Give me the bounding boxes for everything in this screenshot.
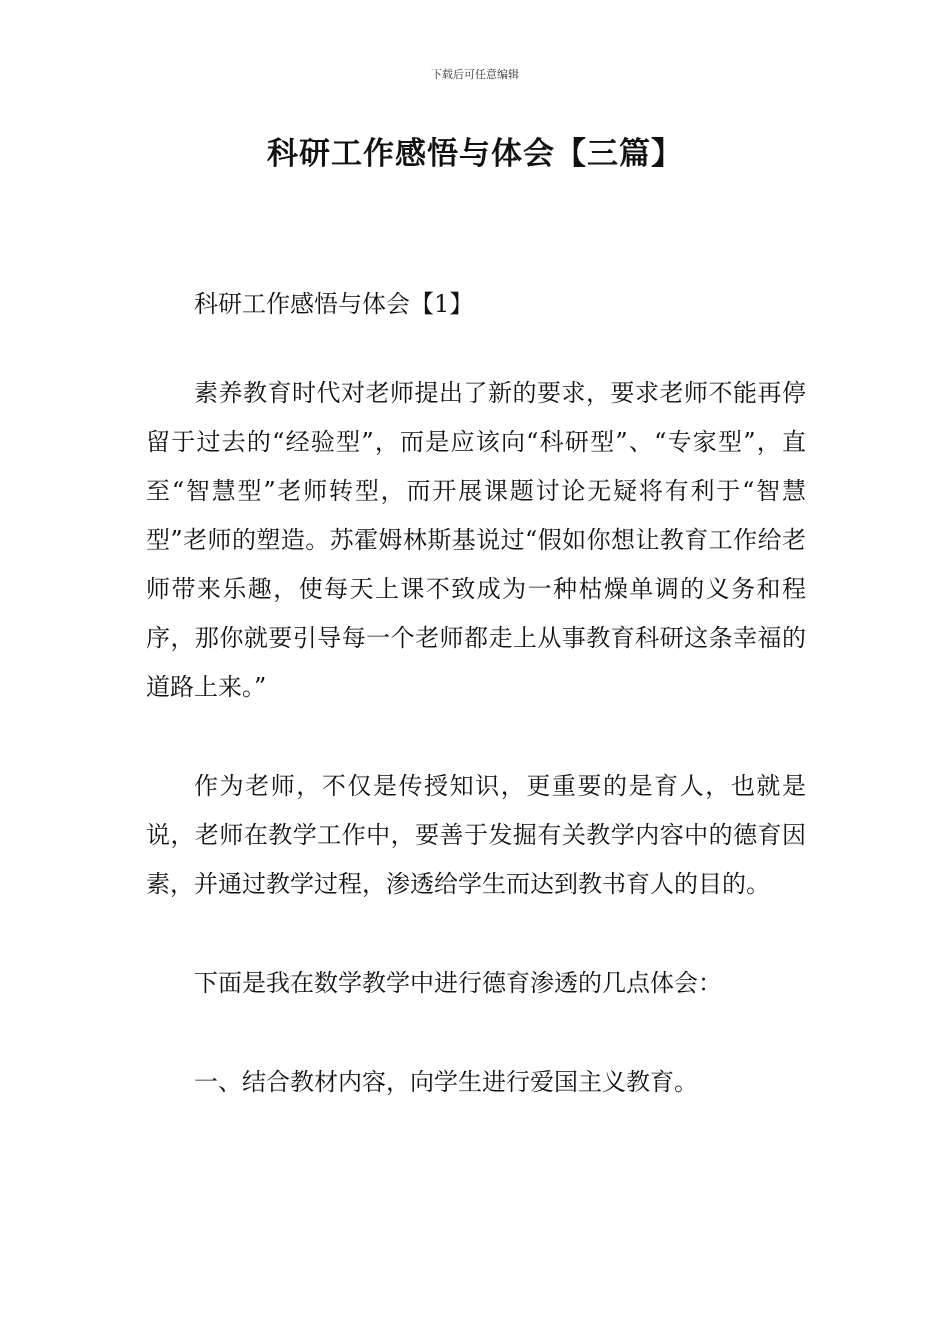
document-title: 科研工作感悟与体会【三篇】 xyxy=(267,136,683,172)
document-body xyxy=(146,280,806,1107)
paragraph-1: 素养教育时代对老师提出了新的要求，要求老师不能再停留于过去的“经验型”，而是应该向“科研型”、“专家型”，直至“智慧型”老师转型，而开展课题讨论无疑将有利于“智慧型”老师的塑造。苏霍姆林斯基说过“假如你想让教育工作给老师带来乐趣，使每天上课不致成为一种枯燥单调的义务和程序，那你就要引导每一个老师都走上从事教育科研这条幸福的道路上来。” xyxy=(146,379,806,701)
section-title: 科研工作感悟与体会【1】 xyxy=(194,290,474,318)
paragraph-2: 作为老师，不仅是传授知识，更重要的是育人，也就是说，老师在教学工作中，要善于发掘有关教学内容中的德育因素，并通过教学过程，渗透给学生而达到教书育人的目的。 xyxy=(146,772,806,898)
header-note: 下载后可任意编辑 xyxy=(431,68,519,81)
paragraph-4: 一、结合教材内容，向学生进行爱国主义教育。 xyxy=(194,1068,698,1096)
paragraph-3: 下面是我在数学教学中进行德育渗透的几点体会： xyxy=(194,969,722,997)
